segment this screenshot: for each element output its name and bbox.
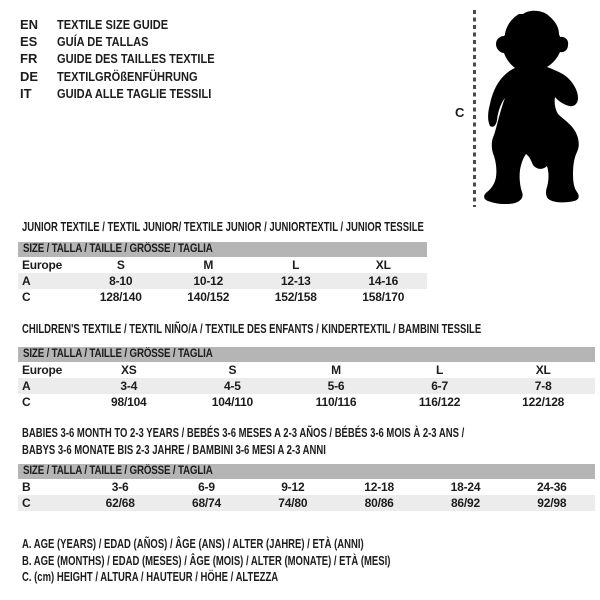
age-cell: 4-5	[224, 379, 241, 393]
size-cell: S	[228, 363, 237, 377]
size-cell: XL	[375, 258, 391, 272]
size-cell: XL	[535, 363, 551, 377]
height-cell: 68/74	[191, 496, 221, 510]
lang-row-de	[20, 68, 242, 85]
height-cell: 116/122	[418, 395, 461, 409]
lang-code: ES	[20, 34, 38, 50]
size-cell: M	[331, 363, 341, 377]
height-cell: 86/92	[450, 496, 480, 510]
height-cell: 122/128	[522, 395, 565, 409]
age-cell: 5-6	[327, 379, 345, 393]
lang-label: TEXTILGRÖßENFÜHRUNG	[57, 68, 198, 84]
lang-label: GUIDA ALLE TAGLIE TESSILI	[57, 85, 212, 101]
size-cell: L	[292, 258, 300, 272]
table-row	[18, 257, 427, 273]
lang-row-en	[20, 16, 242, 33]
height-cell: 152/158	[274, 290, 317, 304]
row-label: C	[22, 496, 31, 510]
footnote-b: B. AGE (MONTHS) / EDAD (MESES) / ÂGE (MOIS) / ALTER (MONATE) / ETÀ (MESI)	[22, 553, 391, 568]
lang-label: TEXTILE SIZE GUIDE	[57, 17, 169, 32]
lang-row-fr	[20, 50, 242, 67]
row-label: Europe	[22, 258, 63, 272]
lang-row-es	[20, 33, 242, 50]
age-cell: 3-4	[120, 379, 138, 393]
age-cell: 7-8	[534, 379, 552, 393]
lang-code: IT	[20, 85, 32, 101]
children-table-title: CHILDREN'S TEXTILE / TEXTIL NIÑO/A / TEXTILE DES ENFANTS / KINDERTEXTIL / BAMBINI TESSILE	[22, 322, 482, 336]
lang-code: FR	[20, 51, 38, 67]
height-cell: 92/98	[537, 496, 567, 510]
age-cell: 6-7	[431, 379, 448, 393]
size-header-bar: SIZE / TALLA / TAILLE / GRÖSSE / TAGLIA	[18, 464, 595, 479]
children-size-table	[18, 347, 595, 410]
size-header-bar: SIZE / TALLA / TAILLE / GRÖSSE / TAGLIA	[18, 242, 427, 257]
height-cell: 110/116	[315, 395, 357, 409]
lang-label: GUIDE DES TAILLES TEXTILE	[57, 51, 215, 67]
height-measure-dashed-line	[473, 10, 476, 207]
age-cell: 6-9	[198, 480, 215, 494]
babies-table-title: BABIES 3-6 MONTH TO 2-3 YEARS / BEBÉS 3-6 MESES A 2-3 AÑOS / BÉBÉS 3-6 MOIS À 2-3 ANS / BABYS 3-6 MONATE BIS 2-3 JAHRE / BAMBINI 3-6 MESI A 2-3 ANNI	[22, 426, 465, 457]
junior-table-title: JUNIOR TEXTILE / TEXTIL JUNIOR/ TEXTILE JUNIOR / JUNIORTEXTIL / JUNIOR TESSILE	[22, 220, 424, 234]
height-cell: 74/80	[278, 496, 308, 510]
size-cell: XS	[120, 363, 137, 377]
lang-code: EN	[20, 17, 39, 32]
footnote-a: A. AGE (YEARS) / EDAD (AÑOS) / ÂGE (ANS) / ALTER (JAHRE) / ETÀ (ANNI)	[22, 537, 364, 551]
table-row	[18, 378, 595, 394]
table-row	[18, 362, 595, 378]
height-measure-label: C	[455, 105, 465, 120]
height-cell: 104/110	[211, 395, 254, 409]
row-label: Europe	[22, 363, 63, 377]
height-cell: 98/104	[111, 395, 147, 409]
table-row	[18, 289, 427, 305]
size-cell: S	[116, 258, 125, 272]
row-label: A	[22, 379, 31, 393]
junior-size-table	[18, 242, 427, 305]
age-cell: 12-13	[280, 274, 311, 288]
baby-silhouette-image	[481, 8, 591, 208]
table-row	[18, 394, 595, 410]
height-cell: 62/68	[105, 496, 135, 510]
size-cell: L	[436, 363, 444, 377]
height-cell: 140/152	[187, 290, 230, 304]
footnote-c: C. (cm) HEIGHT / ALTURA / HAUTEUR / HÖHE / ALTEZZA	[22, 570, 279, 584]
size-cell: M	[203, 258, 214, 272]
height-cell: 128/140	[99, 290, 142, 304]
age-cell: 14-16	[368, 274, 399, 288]
age-cell: 10-12	[193, 274, 224, 288]
age-cell: 24-36	[536, 480, 567, 494]
height-cell: 158/170	[362, 290, 405, 304]
age-cell: 3-6	[111, 480, 129, 494]
age-cell: 8-10	[109, 274, 133, 288]
height-cell: 80/86	[364, 496, 394, 510]
row-label: A	[22, 274, 31, 288]
babies-size-table	[18, 464, 595, 511]
footnotes	[22, 536, 507, 586]
table-row	[18, 479, 595, 495]
lang-code: DE	[20, 68, 39, 84]
age-cell: 12-18	[364, 480, 394, 494]
lang-row-it	[20, 85, 242, 102]
row-label: C	[22, 290, 31, 304]
age-cell: 9-12	[281, 480, 305, 494]
table-row	[18, 495, 595, 511]
language-header	[20, 16, 242, 102]
size-header-bar: SIZE / TALLA / TAILLE / GRÖSSE / TAGLIA	[18, 347, 595, 362]
lang-label: GUÍA DE TALLAS	[57, 34, 149, 50]
table-row	[18, 273, 427, 289]
row-label: B	[22, 480, 31, 494]
row-label: C	[22, 395, 31, 409]
age-cell: 18-24	[450, 480, 481, 494]
